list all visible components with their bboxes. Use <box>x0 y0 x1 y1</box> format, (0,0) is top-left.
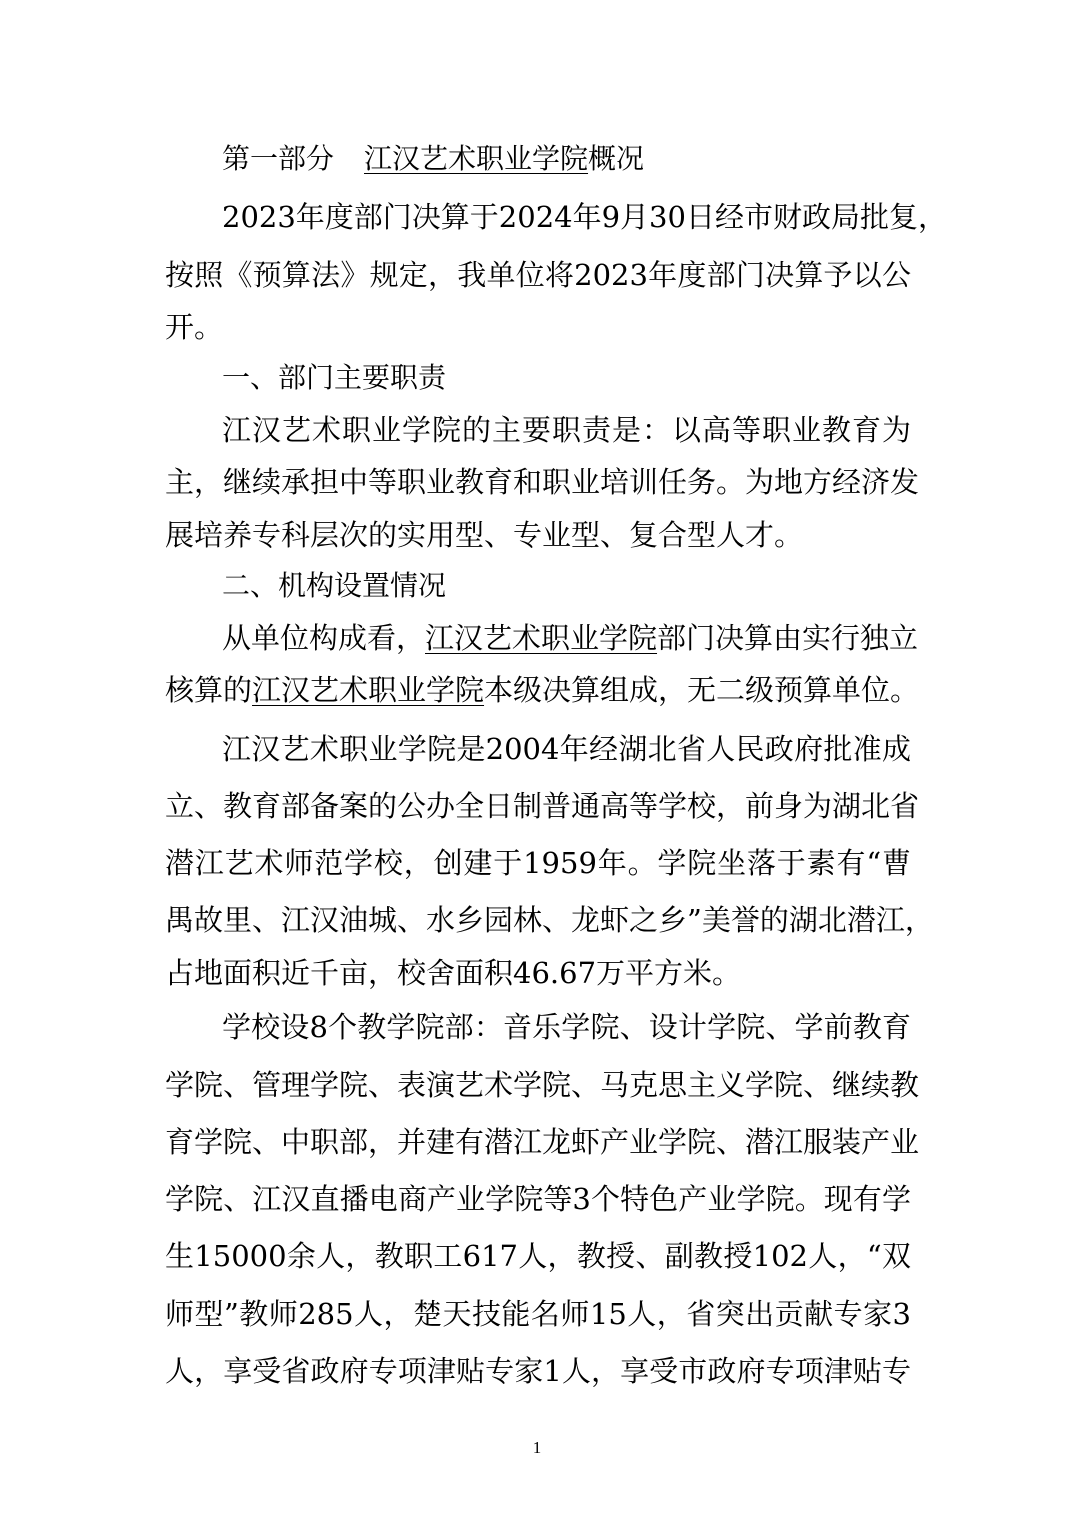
intro-line-1: 2023年度部门决算于2024年9月30日经市财政局批复， <box>222 200 947 234</box>
intro-line-3: 开。 <box>165 310 224 344</box>
section-2-p3-line-5: 生15000余人，教职工617人，教授、副教授102人，“双 <box>165 1239 911 1273</box>
section-2-p2-line-4: 禺故里、江汉油城、水乡园林、龙虾之乡”美誉的湖北潜江， <box>165 903 934 937</box>
section-2-p1-line-2: 核算的江汉艺术职业学院本级决算组成，无二级预算单位。 <box>165 673 920 707</box>
section-1-line-1: 江汉艺术职业学院的主要职责是：以高等职业教育为 <box>222 413 911 447</box>
section-2-p2-line-3: 潜江艺术师范学校，创建于1959年。学院坐落于素有“曹 <box>165 846 911 880</box>
part-title-suffix: 概况 <box>588 142 645 175</box>
section-1-line-2: 主，继续承担中等职业教育和职业培训任务。为地方经济发 <box>165 465 920 499</box>
part-heading <box>222 139 911 179</box>
section-2-heading: 二、机构设置情况 <box>222 569 447 602</box>
section-2-p2-line-1: 江汉艺术职业学院是2004年经湖北省人民政府批准成 <box>222 732 911 766</box>
section-2-p3-line-3: 育学院、中职部，并建有潜江龙虾产业学院、潜江服装产业 <box>165 1125 920 1159</box>
section-1-heading: 一、部门主要职责 <box>222 361 447 394</box>
section-2-p1-line-1: 从单位构成看，江汉艺术职业学院部门决算由实行独立 <box>222 621 919 655</box>
part-title: 江汉艺术职业学院 <box>364 142 589 175</box>
section-2-p3-line-2: 学院、管理学院、表演艺术学院、马克思主义学院、继续教 <box>165 1068 920 1102</box>
intro-line-2: 按照《预算法》规定，我单位将2023年度部门决算予以公 <box>165 258 911 292</box>
section-2-p2-line-5: 占地面积近千亩，校舍面积46.67万平方米。 <box>165 956 742 990</box>
part-label: 第一部分 <box>222 142 335 175</box>
page-number: 1 <box>532 1438 542 1457</box>
section-2-p2-line-2: 立、教育部备案的公办全日制普通高等学校，前身为湖北省 <box>165 789 920 823</box>
section-2-p3-line-7: 人，享受省政府专项津贴专家1人，享受市政府专项津贴专 <box>165 1354 911 1388</box>
institution-name-link: 江汉艺术职业学院 <box>252 673 485 707</box>
section-2-p3-line-4: 学院、江汉直播电商产业学院等3个特色产业学院。现有学 <box>165 1182 911 1216</box>
section-2-p3-line-1: 学校设8个教学院部：音乐学院、设计学院、学前教育 <box>222 1010 911 1044</box>
section-2-p3-line-6: 师型”教师285人，楚天技能名师15人，省突出贡献专家3 <box>165 1297 911 1331</box>
section-1-line-3: 展培养专科层次的实用型、专业型、复合型人才。 <box>165 518 804 552</box>
institution-name-link: 江汉艺术职业学院 <box>425 621 658 655</box>
